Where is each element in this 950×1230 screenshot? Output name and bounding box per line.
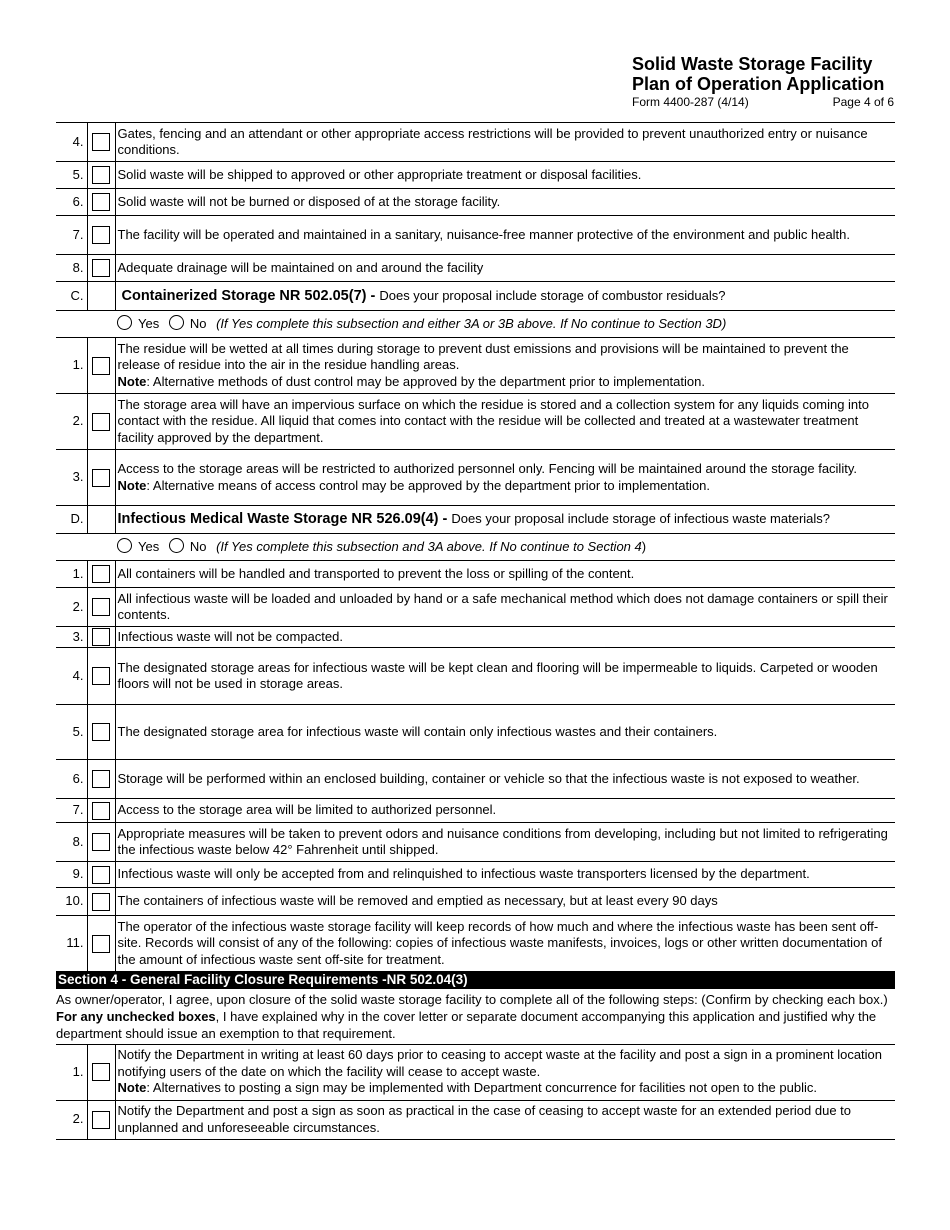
item-text: Infectious waste will not be compacted. bbox=[115, 627, 895, 648]
note-label: Note bbox=[117, 477, 147, 493]
checkbox[interactable] bbox=[92, 133, 110, 151]
no-label: No bbox=[189, 316, 207, 332]
section-c-header bbox=[56, 282, 895, 311]
table-row bbox=[56, 450, 895, 506]
item-number: 7. bbox=[56, 799, 87, 823]
checkbox[interactable] bbox=[92, 833, 110, 851]
checkbox[interactable] bbox=[92, 667, 110, 685]
section-4-intro bbox=[56, 989, 895, 1045]
item-text: All containers will be handled and transported to prevent the loss or spilling of the content. bbox=[115, 561, 895, 588]
form-number: Form 4400-287 (4/14) bbox=[632, 95, 749, 109]
item-number: 4. bbox=[56, 123, 87, 162]
item-text: The containers of infectious waste will be removed and emptied as necessary, but at least every 90 days bbox=[115, 888, 895, 916]
table-row bbox=[56, 189, 895, 216]
item-number: 2. bbox=[56, 1100, 87, 1139]
item-number: 7. bbox=[56, 216, 87, 255]
note-label: Note bbox=[117, 373, 147, 389]
checkbox[interactable] bbox=[92, 413, 110, 431]
no-radio[interactable] bbox=[169, 538, 184, 553]
item-number: 8. bbox=[56, 255, 87, 282]
item-text: The residue will be wetted at all times during storage to prevent dust emissions and provisions will be maintained to prevent the release of residue into the air in the residue handling areas. bbox=[117, 340, 849, 373]
form-title-line2: Plan of Operation Application bbox=[632, 74, 885, 94]
yes-radio[interactable] bbox=[117, 538, 132, 553]
table-row bbox=[56, 216, 895, 255]
note-text: : Alternative methods of dust control may be approved by the department prior to implementation. bbox=[146, 373, 705, 389]
item-number: 2. bbox=[56, 588, 87, 627]
table-row bbox=[56, 888, 895, 916]
item-number: 5. bbox=[56, 705, 87, 760]
section-d-instruction: (If Yes complete this subsection and 3A above. If No continue to Section 4 bbox=[216, 539, 642, 555]
item-number: 6. bbox=[56, 760, 87, 799]
item-text: The designated storage area for infectious waste will contain only infectious wastes and their containers. bbox=[115, 705, 895, 760]
section-4-header bbox=[56, 972, 895, 989]
section-c-title: Containerized Storage NR 502.05(7) - bbox=[121, 287, 380, 304]
item-text: Gates, fencing and an attendant or other appropriate access restrictions will be provided to prevent unauthorized entry or nuisance conditions. bbox=[115, 123, 895, 162]
checkbox[interactable] bbox=[92, 565, 110, 583]
table-row bbox=[56, 338, 895, 394]
item-number: 3. bbox=[56, 627, 87, 648]
checkbox[interactable] bbox=[92, 935, 110, 953]
table-row bbox=[56, 862, 895, 888]
section-d-title: Infectious Medical Waste Storage NR 526.09(4) - bbox=[117, 511, 452, 528]
note-label: Note bbox=[117, 1080, 147, 1096]
section-c-yes-no bbox=[56, 311, 895, 338]
item-text: The facility will be operated and maintained in a sanitary, nuisance-free manner protective of the environment and public health. bbox=[115, 216, 895, 255]
yes-radio[interactable] bbox=[117, 315, 132, 330]
table-row bbox=[56, 123, 895, 162]
checkbox[interactable] bbox=[92, 802, 110, 820]
item-number: 1. bbox=[56, 338, 87, 394]
item-number: 2. bbox=[56, 394, 87, 450]
item-text: Infectious waste will only be accepted from and relinquished to infectious waste transporters licensed by the department. bbox=[115, 862, 895, 888]
form-title-line1: Solid Waste Storage Facility bbox=[632, 54, 873, 74]
table-row bbox=[56, 705, 895, 760]
section-d-yes-no bbox=[56, 534, 895, 561]
instruction-close: ) bbox=[641, 539, 647, 555]
table-row bbox=[56, 627, 895, 648]
table-row bbox=[56, 588, 895, 627]
checkbox[interactable] bbox=[92, 723, 110, 741]
checkbox[interactable] bbox=[92, 1063, 110, 1081]
requirements-table bbox=[56, 122, 895, 1140]
checkbox[interactable] bbox=[92, 770, 110, 788]
table-row bbox=[56, 916, 895, 972]
table-row bbox=[56, 760, 895, 799]
checkbox[interactable] bbox=[92, 598, 110, 616]
checkbox[interactable] bbox=[92, 166, 110, 184]
item-text: Adequate drainage will be maintained on and around the facility bbox=[115, 255, 895, 282]
section-d-question: Does your proposal include storage of infectious waste materials? bbox=[451, 511, 831, 527]
item-number: 10. bbox=[56, 888, 87, 916]
item-number: 1. bbox=[56, 561, 87, 588]
table-row bbox=[56, 799, 895, 823]
checkbox[interactable] bbox=[92, 628, 110, 646]
note-text: : Alternatives to posting a sign may be implemented with Department concurrence for facilities not open to the public. bbox=[146, 1080, 817, 1096]
item-number: 3. bbox=[56, 450, 87, 506]
item-number: 8. bbox=[56, 823, 87, 862]
table-row bbox=[56, 162, 895, 189]
section-letter: C. bbox=[56, 282, 87, 311]
intro-text-cont: , I have explained why in the cover letter or separate document accompanying this application and justified why the department should issue an exemption to that requirement. bbox=[56, 1008, 877, 1041]
item-number: 5. bbox=[56, 162, 87, 189]
checkbox[interactable] bbox=[92, 226, 110, 244]
table-row bbox=[56, 823, 895, 862]
section-letter: D. bbox=[56, 506, 87, 534]
no-label: No bbox=[189, 539, 207, 555]
yes-label: Yes bbox=[138, 539, 160, 555]
item-text: Access to the storage areas will be restricted to authorized personnel only. Fencing will be maintained around the storage facility. bbox=[117, 461, 857, 476]
table-row bbox=[56, 1044, 895, 1100]
section-d-header bbox=[56, 506, 895, 534]
note-text: : Alternative means of access control may be approved by the department prior to implementation. bbox=[146, 477, 711, 493]
table-row bbox=[56, 255, 895, 282]
checkbox[interactable] bbox=[92, 469, 110, 487]
item-text: Solid waste will not be burned or disposed of at the storage facility. bbox=[115, 189, 895, 216]
section-c-instruction: (If Yes complete this subsection and either 3A or 3B above. If No continue to Section 3D) bbox=[216, 316, 727, 332]
item-text: The operator of the infectious waste storage facility will keep records of how much and where the infectious waste has been sent off-site. Records will consist of any of the following: copies of infectious waste manifests, invoices, logs or other written documentation of the amount of infectious waste sent off-site for treatment. bbox=[115, 916, 895, 972]
checkbox[interactable] bbox=[92, 866, 110, 884]
checkbox[interactable] bbox=[92, 193, 110, 211]
item-text: Solid waste will be shipped to approved or other appropriate treatment or disposal facilities. bbox=[115, 162, 895, 189]
item-text: Access to the storage area will be limited to authorized personnel. bbox=[115, 799, 895, 823]
page-number: Page 4 of 6 bbox=[832, 95, 894, 109]
item-text: All infectious waste will be loaded and unloaded by hand or a safe mechanical method which does not damage containers or spill their contents. bbox=[115, 588, 895, 627]
yes-label: Yes bbox=[138, 316, 160, 332]
item-number: 9. bbox=[56, 862, 87, 888]
item-text: Appropriate measures will be taken to prevent odors and nuisance conditions from developing, including but not limited to refrigerating the infectious waste below 42° Fahrenheit until shipped. bbox=[115, 823, 895, 862]
form-header bbox=[632, 54, 894, 109]
item-text: The storage area will have an impervious surface on which the residue is stored and a collection system for any liquids coming into contact with the residue. All liquid that comes into contact with the residue will be collected and treated at a wastewater treatment facility approved by the department. bbox=[115, 394, 895, 450]
section-c-question: Does your proposal include storage of combustor residuals? bbox=[379, 287, 726, 303]
checkbox[interactable] bbox=[92, 259, 110, 277]
table-row bbox=[56, 394, 895, 450]
table-row bbox=[56, 561, 895, 588]
item-text: The designated storage areas for infectious waste will be kept clean and flooring will be impermeable to liquids. Carpeted or wooden floors will not be used in storage areas. bbox=[115, 648, 895, 705]
item-number: 6. bbox=[56, 189, 87, 216]
table-row bbox=[56, 1100, 895, 1139]
item-text: Notify the Department in writing at least 60 days prior to ceasing to accept waste at the facility and post a sign in a prominent location notifying users of the date on which the facility will cease to accept waste. bbox=[117, 1047, 883, 1079]
section-4-title: Section 4 - General Facility Closure Requirements -NR 502.04(3) bbox=[56, 972, 895, 989]
table-row bbox=[56, 648, 895, 705]
item-number: 11. bbox=[56, 916, 87, 972]
intro-bold: For any unchecked boxes bbox=[56, 1008, 216, 1024]
item-number: 4. bbox=[56, 648, 87, 705]
checkbox[interactable] bbox=[92, 1111, 110, 1129]
item-number: 1. bbox=[56, 1044, 87, 1100]
item-text: Storage will be performed within an enclosed building, container or vehicle so that the infectious waste is not exposed to weather. bbox=[115, 760, 895, 799]
item-text: Notify the Department and post a sign as soon as practical in the case of ceasing to accept waste for an extended period due to unplanned and unforeseeable circumstances. bbox=[115, 1100, 895, 1139]
intro-text: As owner/operator, I agree, upon closure of the solid waste storage facility to complete all of the following steps: (Confirm by checking each box.) bbox=[56, 991, 888, 1007]
checkbox[interactable] bbox=[92, 357, 110, 375]
checkbox[interactable] bbox=[92, 893, 110, 911]
no-radio[interactable] bbox=[169, 315, 184, 330]
